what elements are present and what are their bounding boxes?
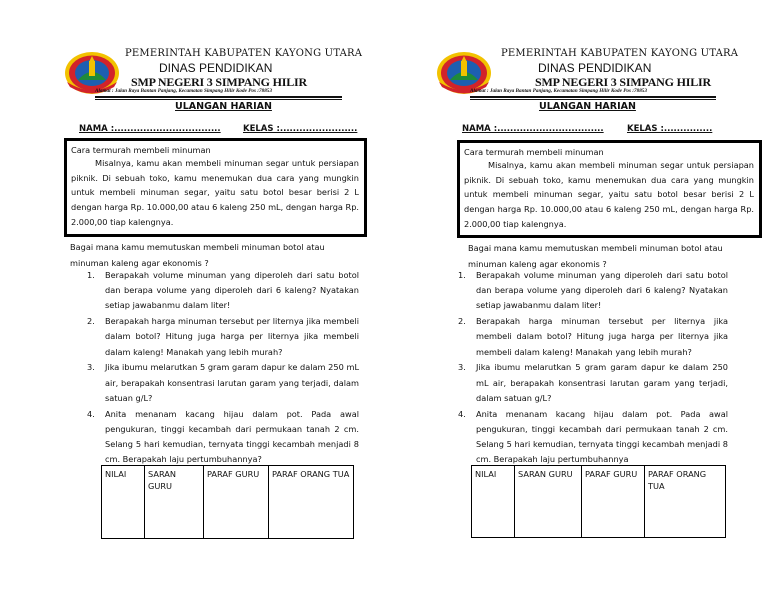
main-question: Bagai mana kamu memutuskan membeli minuman botol atau minuman kaleng agar ekonomis ? (70, 242, 325, 268)
school-address: Alamat : Jalan Raya Bantan Panjang, Kecamatan Simpang Hilir Kode Pos :78853 (470, 88, 647, 94)
header-rule (95, 96, 342, 98)
class-field: KELAS :........................ (243, 124, 358, 134)
header-rule-thin (95, 99, 342, 100)
department-heading: DINAS PENDIDIKAN (159, 61, 273, 75)
government-heading: PEMERINTAH KABUPATEN KAYONG UTARA (501, 48, 739, 59)
paraf-orang-tua-cell[interactable]: PARAF ORANG TUA (269, 466, 354, 539)
score-table (471, 465, 726, 538)
context-box (64, 138, 367, 237)
list-item: 2. Berapakah harga minuman tersebut per liternya jika membeli dalam botol? Hitung juga harga per liternya jika membeli dalam kaleng! Manakah yang lebih murah? (87, 316, 359, 357)
context-paragraph: Misalnya, kamu akan membeli minuman segar untuk persiapan piknik. Di sebuah toko, kamu menemukan dua cara yang mungkin untuk membeli minuman segar, yaitu satu botol besar berisi 2 L dengan harga Rp. 10.000,00 atau 6 kaleng 250 mL, dengan harga Rp. 2.000,00 tiap kalengnya. (464, 160, 754, 229)
list-item: 3. Jika ibumu melarutkan 5 gram garam dapur ke dalam 250 mL air, berapakah konsentrasi larutan garam yang terjadi, dalam satuan g/L? (87, 362, 359, 403)
government-heading: PEMERINTAH KABUPATEN KAYONG UTARA (125, 48, 363, 59)
main-question: Bagai mana kamu memutuskan membeli minuman botol atau minuman kaleng agar ekonomis ? (468, 243, 723, 269)
right-sheet (384, 0, 768, 594)
exam-title: ULANGAN HARIAN (539, 101, 636, 112)
list-item: 4. Anita menanam kacang hijau dalam pot. Pada awal pengukuran, tinggi kecambah dari permukaan tanah 2 cm. Selang 5 hari kemudian, ternyata tinggi kecambah menjadi 8 cm. Berapakah laju pertumbuhannya (458, 408, 728, 465)
school-address: Alamat : Jalan Raya Bantan Panjang, Kecamatan Simpang Hilir Kode Pos :78853 (95, 88, 272, 94)
context-box (457, 140, 762, 238)
paraf-guru-cell[interactable]: PARAF GURU (582, 466, 645, 538)
saran-guru-cell[interactable]: SARAN GURU (145, 466, 204, 539)
list-item: 4. Anita menanam kacang hijau dalam pot. Pada awal pengukuran, tinggi kecambah dari permukaan tanah 2 cm. Selang 5 hari kemudian, ternyata tinggi kecambah menjadi 8 cm. Berapakah laju pertumbuhannya? (87, 408, 359, 465)
list-item: 1. Berapakah volume minuman yang diperoleh dari satu botol dan berapa volume yang diperoleh dari 6 kaleng? Nyatakan setiap jawabanmu dalam liter! (458, 270, 728, 311)
context-title: Cara termurah membeli minuman (464, 147, 604, 157)
header-rule-thin (470, 99, 716, 100)
saran-guru-cell[interactable]: SARAN GURU (515, 466, 582, 538)
list-item: 3. Jika ibumu melarutkan 5 gram garam dapur ke dalam 250 mL air, berapakah konsentrasi larutan garam yang terjadi, dalam satuan g/L? (458, 362, 728, 403)
list-item: 1. Berapakah volume minuman yang diperoleh dari satu botol dan berapa volume yang diperoleh dari 6 kaleng? Nyatakan setiap jawabanmu dalam liter! (87, 270, 359, 311)
class-field: KELAS :............... (627, 124, 713, 134)
header-rule (470, 96, 716, 98)
question-list (87, 268, 359, 468)
question-list (458, 268, 728, 468)
name-field: NAMA :................................. (462, 124, 604, 134)
context-paragraph: Misalnya, kamu akan membeli minuman segar untuk persiapan piknik. Di sebuah toko, kamu menemukan dua cara yang mungkin untuk membeli minuman segar, yaitu satu botol besar berisi 2 L dengan harga Rp. 10.000,00 atau 6 kaleng 250 mL, dengan harga Rp. 2.000,00 tiap kalengnya. (71, 158, 359, 227)
paraf-guru-cell[interactable]: PARAF GURU (204, 466, 269, 539)
context-title: Cara termurah membeli minuman (71, 145, 211, 155)
score-table (101, 465, 354, 539)
nilai-cell[interactable]: NILAI (102, 466, 145, 539)
nilai-cell[interactable]: NILAI (472, 466, 515, 538)
school-heading: SMP NEGERI 3 SIMPANG HILIR (535, 75, 711, 89)
department-heading: DINAS PENDIDIKAN (538, 61, 652, 75)
school-heading: SMP NEGERI 3 SIMPANG HILIR (131, 75, 307, 89)
name-field: NAMA :................................. (79, 124, 221, 134)
paraf-orang-tua-cell[interactable]: PARAF ORANG TUA (645, 466, 726, 538)
exam-title: ULANGAN HARIAN (175, 101, 272, 112)
list-item: 2. Berapakah harga minuman tersebut per liternya jika membeli dalam botol? Hitung juga harga per liternya jika membeli dalam kaleng! Manakah yang lebih murah? (458, 316, 728, 357)
